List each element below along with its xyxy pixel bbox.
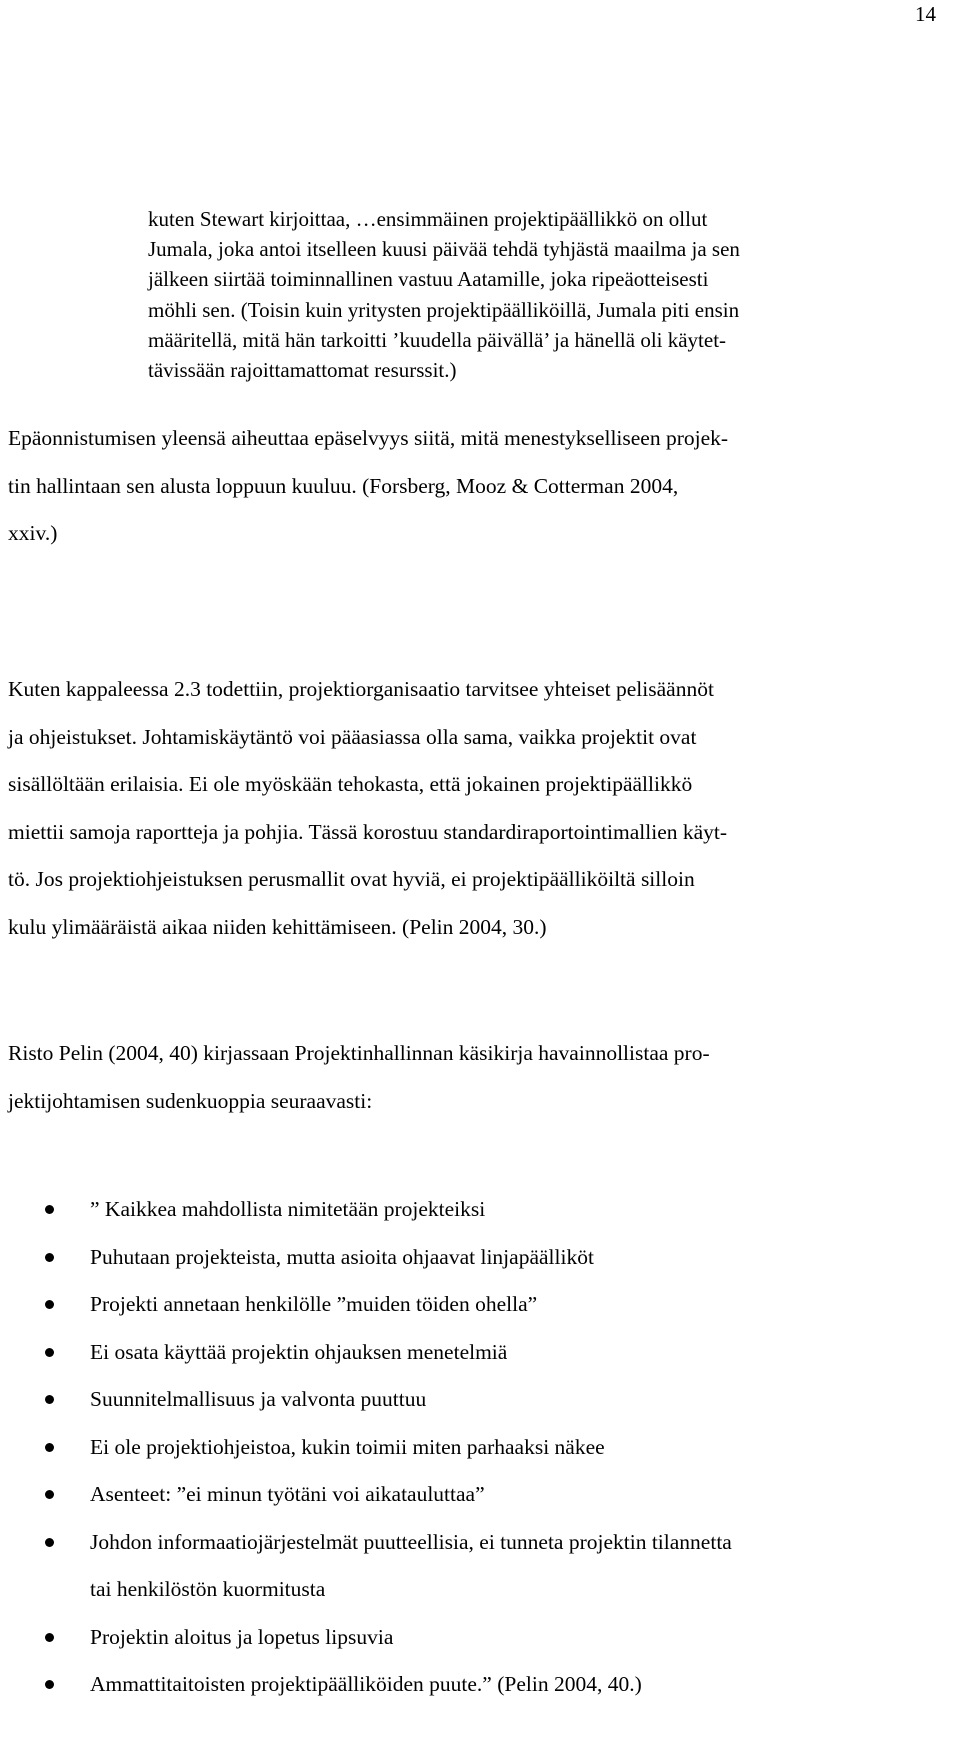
bullet-dot-icon xyxy=(45,1443,54,1452)
text-line: Puhutaan projekteista, mutta asioita ohjaavat linjapäälliköt xyxy=(90,1244,594,1269)
text-line: Ammattitaitoisten projektipäälliköiden puute.” (Pelin 2004, 40.) xyxy=(90,1672,642,1696)
list-item xyxy=(0,1424,960,1472)
text-line: Epäonnistumisen yleensä aiheuttaa epäselvyys siitä, mitä menestykselliseen projek- xyxy=(8,426,729,450)
page-number: 14 xyxy=(915,2,936,26)
list-item xyxy=(0,1614,960,1662)
text-line: Ei osata käyttää projektin ohjauksen menetelmiä xyxy=(90,1339,508,1364)
list-item xyxy=(0,1234,960,1282)
bullet-dot-icon xyxy=(45,1253,54,1262)
bullet-dot-icon xyxy=(45,1680,54,1689)
text-line: Asenteet: ”ei minun työtäni voi aikatauluttaa” xyxy=(90,1482,485,1506)
paragraph-kuten-kappaleessa xyxy=(8,666,948,951)
text-line: tai henkilöstön kuormitusta xyxy=(90,1577,326,1601)
list-item xyxy=(0,1376,960,1424)
text-line: jektijohtamisen sudenkuoppia seuraavasti: xyxy=(8,1088,373,1113)
text-line: tävissään rajoittamattomat resurssit.) xyxy=(148,358,457,383)
bullet-dot-icon xyxy=(45,1633,54,1642)
text-line: xxiv.) xyxy=(8,521,58,545)
text-line: möhli sen. (Toisin kuin yritysten projektipäälliköillä, Jumala piti ensin xyxy=(148,297,740,322)
list-item xyxy=(0,1519,960,1614)
text-line: Projektin aloitus ja lopetus lipsuvia xyxy=(90,1624,394,1649)
list-item xyxy=(0,1471,960,1519)
text-line: ” Kaikkea mahdollista nimitetään projekteiksi xyxy=(90,1197,486,1221)
list-item xyxy=(0,1281,960,1329)
list-item xyxy=(0,1661,960,1709)
paragraph-risto-pelin xyxy=(8,1030,948,1125)
bullet-dot-icon xyxy=(45,1205,54,1214)
text-line: Suunnitelmallisuus ja valvonta puuttuu xyxy=(90,1387,427,1411)
list-item xyxy=(0,1329,960,1377)
bullet-dot-icon xyxy=(45,1348,54,1357)
text-line: Kuten kappaleessa 2.3 todettiin, projektiorganisaatio tarvitsee yhteiset pelisäännöt xyxy=(8,677,714,701)
bullet-dot-icon xyxy=(45,1538,54,1547)
text-line: sisällöltään erilaisia. Ei ole myöskään tehokasta, että jokainen projektipäällikkö xyxy=(8,772,693,796)
bullet-dot-icon xyxy=(45,1490,54,1499)
text-line: Risto Pelin (2004, 40) kirjassaan Projektinhallinnan käsikirja havainnollistaa pro- xyxy=(8,1041,710,1065)
text-line: tin hallintaan sen alusta loppuun kuuluu. (Forsberg, Mooz & Cotterman 2004, xyxy=(8,473,679,498)
text-line: ja ohjeistukset. Johtamiskäytäntö voi pääasiassa olla sama, vaikka projektit ovat xyxy=(8,724,697,749)
text-line: kuten Stewart kirjoittaa, …ensimmäinen projektipäällikkö on ollut xyxy=(148,207,708,231)
text-line: tö. Jos projektiohjeistuksen perusmallit ovat hyviä, ei projektipäälliköiltä silloin xyxy=(8,867,695,891)
text-line: Johdon informaatiojärjestelmät puutteellisia, ei tunneta projektin tilannetta xyxy=(90,1529,732,1554)
pitfalls-bullet-list xyxy=(0,1186,960,1709)
text-line: Jumala, joka antoi itselleen kuusi päivää tehdä tyhjästä maailma ja sen xyxy=(148,237,740,262)
text-line: Projekti annetaan henkilölle ”muiden töiden ohella” xyxy=(90,1292,538,1316)
bullet-dot-icon xyxy=(45,1300,54,1309)
text-line: jälkeen siirtää toiminnallinen vastuu Aatamille, joka ripeäotteisesti xyxy=(148,267,709,292)
text-line: Ei ole projektiohjeistoa, kukin toimii miten parhaaksi näkee xyxy=(90,1434,605,1459)
list-item xyxy=(0,1186,960,1234)
text-line: määritellä, mitä hän tarkoitti ’kuudella päivällä’ ja hänellä oli käytet- xyxy=(148,327,727,352)
bullet-dot-icon xyxy=(45,1395,54,1404)
text-line: kulu ylimääräistä aikaa niiden kehittämiseen. (Pelin 2004, 30.) xyxy=(8,914,547,939)
paragraph-epaonnistuminen xyxy=(8,415,948,558)
indented-quote xyxy=(148,204,938,385)
text-line: miettii samoja raportteja ja pohjia. Tässä korostuu standardiraportointimallien käyt- xyxy=(8,819,728,844)
